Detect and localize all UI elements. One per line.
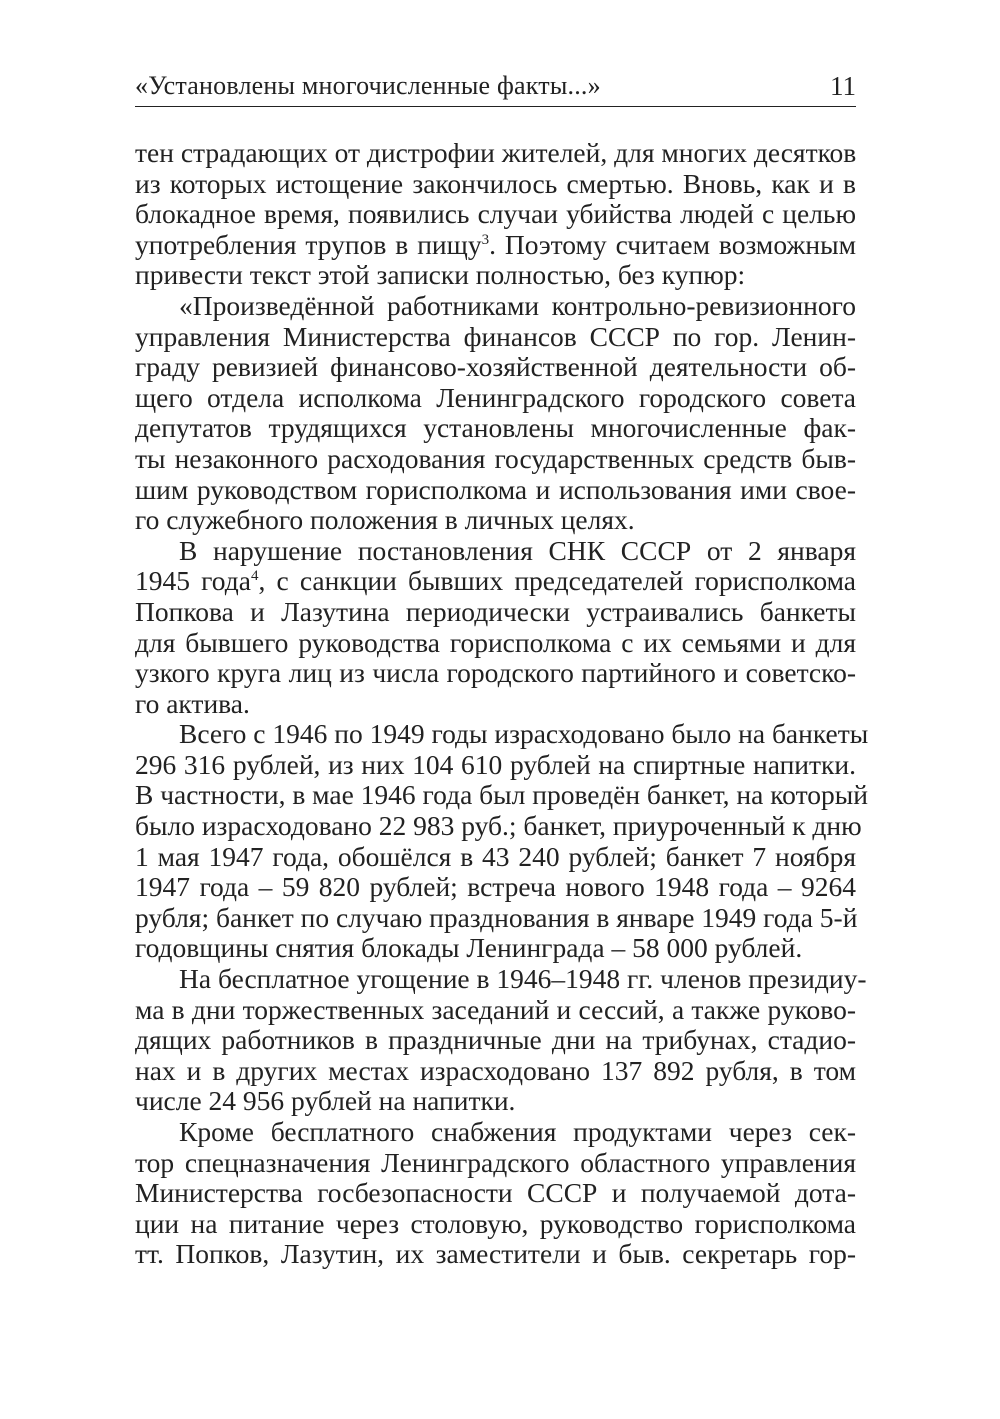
paragraph xyxy=(135,718,869,964)
text-line: тен страдающих от дистрофии жителей, для многих десятков xyxy=(135,137,857,168)
text-line: 296 316 рублей, из них 104 610 рублей на спиртные напитки. xyxy=(135,748,856,780)
text-line: го актива. xyxy=(135,687,250,719)
header-rule xyxy=(135,106,856,107)
text-line: шим руководством горисполкома и использования ими свое- xyxy=(135,473,856,505)
body-text xyxy=(135,137,869,1270)
text-line: го служебного положения в личных целях. xyxy=(135,504,635,536)
text-line: употребления трупов в пищу$^3$. Поэтому считаем возможным xyxy=(135,228,856,260)
running-title: «Установлены многочисленные факты...» xyxy=(135,71,601,100)
text-line: Всего с 1946 по 1949 годы израсходовано было на банкеты xyxy=(179,718,869,750)
footnote-marker: 4 xyxy=(250,568,259,585)
text-line: Министерства госбезопасности СССР и получаемой дота- xyxy=(135,1177,856,1209)
paragraph xyxy=(135,536,856,720)
paragraph xyxy=(135,1117,856,1270)
running-head xyxy=(135,66,856,108)
footnote-marker: 3 xyxy=(481,231,490,248)
paragraph xyxy=(135,291,856,536)
text-line: 1947 года – 59 820 рублей; встреча нового 1948 года – 9264 xyxy=(135,871,856,903)
text-line: числе 24 956 рублей на напитки. xyxy=(135,1085,516,1117)
text-line: тор спецназначения Ленинградского областного управления xyxy=(135,1146,856,1178)
text-line: граду ревизией финансово-хозяйственной деятельности об- xyxy=(135,351,856,383)
text-line: блокадное время, появились случаи убийства людей с целью xyxy=(135,198,856,230)
text-line: управления Министерства финансов СССР по гор. Ленин- xyxy=(135,320,856,352)
text-line: рубля; банкет по случаю празднования в январе 1949 года 5-й xyxy=(135,901,858,933)
text-line: В нарушение постановления СНК СССР от 2 января xyxy=(179,534,856,566)
text-line: из которых истощение закончилось смертью. Вновь, как и в xyxy=(135,167,856,199)
text-line: Попкова и Лазутина периодически устраивались банкеты xyxy=(135,595,856,627)
text-line: ты незаконного расходования государственных средств быв- xyxy=(135,442,856,474)
text-line: было израсходовано 22 983 руб.; банкет, приуроченный к дню xyxy=(135,810,862,842)
text-line: ма в дни торжественных заседаний и сессий, а также руково- xyxy=(135,993,856,1025)
text-line: тт. Попков, Лазутин, их заместители и быв. секретарь гор- xyxy=(135,1238,856,1270)
text-line: дящих работников в праздничные дни на трибунах, стадио- xyxy=(135,1024,856,1056)
text-line: Кроме бесплатного снабжения продуктами через сек- xyxy=(179,1116,856,1147)
page-number: 11 xyxy=(830,71,856,101)
text-line: В частности, в мае 1946 года был проведён банкет, на который xyxy=(135,779,868,811)
text-line: 1 мая 1947 года, обошёлся в 43 240 рублей; банкет 7 ноября xyxy=(135,840,856,872)
text-line: ции на питание через столовую, руководство горисполкома xyxy=(135,1207,856,1239)
text-line: депутатов трудящихся установлены многочисленные фак- xyxy=(135,412,856,444)
text-line: для бывшего руководства горисполкома с их семьями и для xyxy=(135,626,856,658)
text-line: годовщины снятия блокады Ленинграда – 58 000 рублей. xyxy=(135,932,803,964)
text-line: щего отдела исполкома Ленинградского городского совета xyxy=(135,381,856,413)
text-line: «Произведённой работниками контрольно-ревизионного xyxy=(179,289,856,321)
paragraph xyxy=(135,138,856,291)
text-line: привести текст этой записки полностью, без купюр: xyxy=(135,259,746,291)
text-line: На бесплатное угощение в 1946–1948 гг. членов президиу- xyxy=(179,963,867,995)
paragraph xyxy=(135,963,867,1117)
text-line: 1945 года$^4$, с санкции бывших председателей горисполкома xyxy=(135,565,856,597)
text-line: нах и в других местах израсходовано 137 892 рубля, в том xyxy=(135,1054,856,1086)
text-line: узкого круга лиц из числа городского партийного и советско- xyxy=(135,657,856,689)
